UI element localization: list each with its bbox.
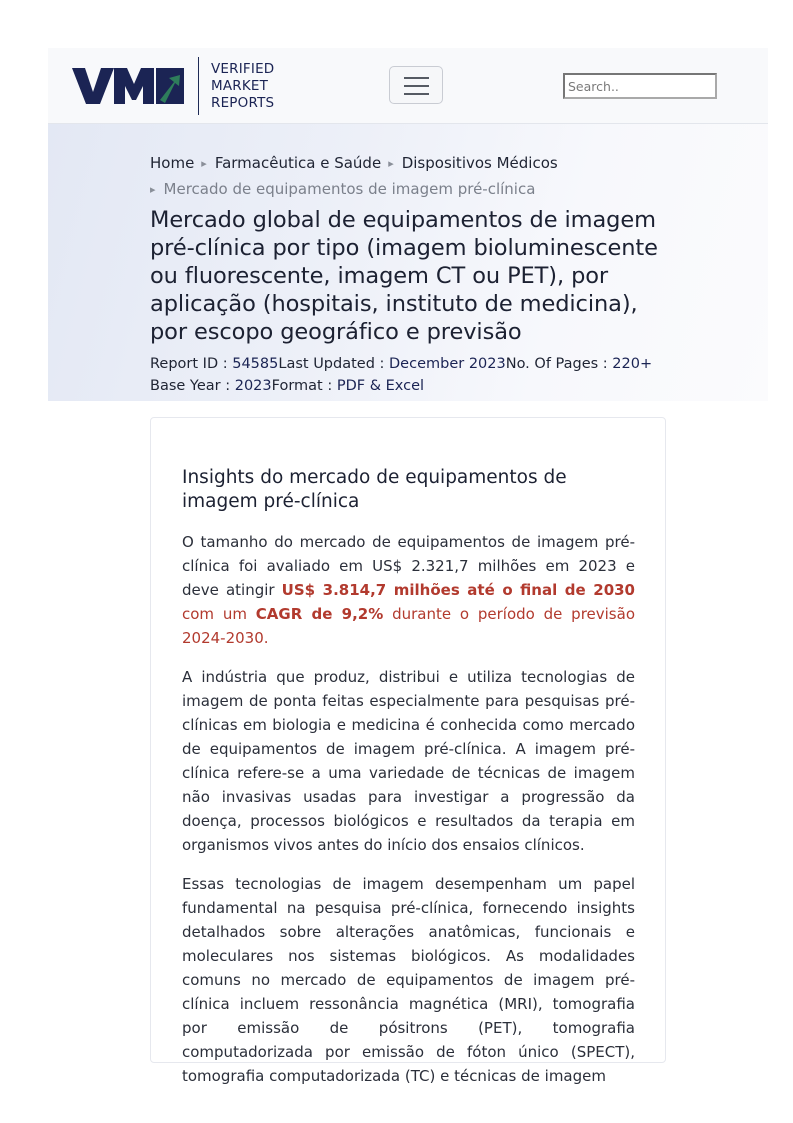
report-hero (48, 124, 768, 401)
p1-text: O tamanho do mercado de equipamentos de imagem pré-clínica foi avaliado em US$ 2.321,7 milhões em 2023 e deve atingir (182, 533, 635, 599)
pages: 220+ (612, 356, 653, 372)
report-id-label: Report ID : (150, 356, 233, 372)
report-id: 54585 (232, 356, 279, 372)
vmr-logo-icon (72, 67, 184, 105)
pages-label: No. Of Pages : (505, 356, 613, 372)
logo-divider (198, 57, 199, 115)
p1-text-2: com um (182, 605, 256, 623)
chevron-right-icon: ▸ (150, 183, 156, 196)
base-year: 2023 (234, 378, 272, 394)
format-label: Format : (271, 378, 337, 394)
base-year-label: Base Year : (150, 378, 235, 394)
logo[interactable] (72, 58, 274, 114)
logo-line-2: MARKET (211, 77, 269, 94)
breadcrumb-pharma[interactable]: Farmacêutica e Saúde (214, 154, 382, 172)
chevron-right-icon: ▸ (388, 157, 394, 170)
p1-text-3: durante o período de previsão 2024-2030. (182, 605, 635, 647)
last-updated: December 2023 (389, 356, 506, 372)
hamburger-icon (404, 77, 429, 79)
chevron-right-icon: ▸ (201, 157, 207, 170)
p1-highlight-value: US$ 3.814,7 milhões até o final de 2030 (281, 581, 635, 599)
breadcrumb-medical-devices[interactable]: Dispositivos Médicos (401, 154, 558, 172)
insights-paragraph-2: A indústria que produz, distribui e utiliza tecnologias de imagem de ponta feitas especialmente para pesquisas pré-clínicas em biologia e medicina é conhecida como mercado de equipamentos de imagem pré-clínica. A imagem pré-clínica refere-se a uma variedade de técnicas de imagem não invasivas usadas para investigar a progressão da doença, processos biológicos e resultados da terapia em organismos vivos antes do início dos ensaios clínicos. (182, 668, 635, 854)
page-title: Mercado global de equipamentos de imagem pré-clínica por tipo (imagem bioluminescente ou fluorescente, imagem CT ou PET), por aplicação (hospitais, instituto de medicina), por escopo geográfico e previsão (150, 207, 658, 345)
hamburger-icon-bar (404, 85, 429, 87)
insights-paragraph-3: Essas tecnologias de imagem desempenham um papel fundamental na pesquisa pré-clínica, fornecendo insights detalhados sobre alterações anatômicas, funcionais e moleculares nos sistemas biológicos. As modalidades comuns no mercado de equipamentos de imagem pré-clínica incluem ressonância magnética (MRI), tomografia por emissão de pósitrons (PET), tomografia computadorizada por emissão de fóton único (SPECT), tomografia computadorizada (TC) e técnicas de imagem (182, 875, 635, 1085)
p1-highlight-cagr: CAGR de 9,2% (255, 605, 384, 623)
breadcrumb (150, 151, 670, 203)
insights-heading: Insights do mercado de equipamentos de imagem pré-clínica (182, 467, 567, 512)
search-input[interactable] (563, 73, 717, 99)
menu-toggle-button[interactable] (389, 66, 443, 104)
breadcrumb-home[interactable]: Home (150, 154, 195, 172)
breadcrumb-current: Mercado de equipamentos de imagem pré-clínica (163, 180, 536, 198)
insights-body (182, 530, 635, 1103)
format: PDF & Excel (336, 378, 425, 394)
insights-card (150, 417, 666, 1085)
hamburger-icon-bar (404, 93, 429, 95)
report-meta (150, 353, 710, 397)
last-updated-label: Last Updated : (278, 356, 390, 372)
logo-line-3: REPORTS (211, 94, 275, 111)
logo-line-1: VERIFIED (211, 60, 275, 77)
logo-wordmark (211, 61, 274, 112)
insights-paragraph-1 (182, 530, 635, 650)
site-header (48, 48, 768, 124)
